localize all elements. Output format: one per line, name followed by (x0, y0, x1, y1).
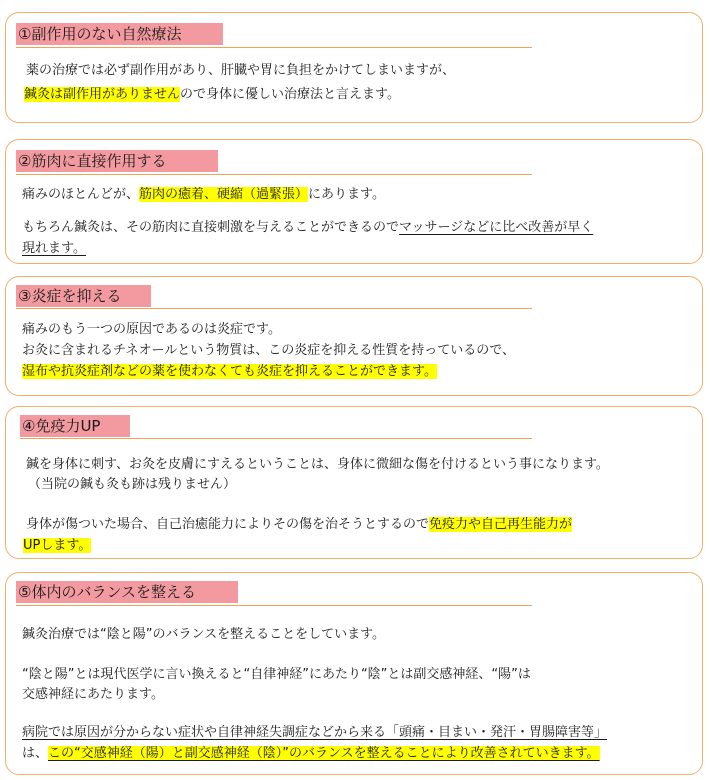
underlined-text: マッサージなどに比べ改善が早く (399, 220, 594, 235)
paragraph-line (26, 455, 609, 474)
section-title-3: ③炎症を抑える (16, 285, 151, 307)
text: 身体が傷ついた場合、自己治癒能力によりその傷を治そうとするので (26, 517, 430, 532)
paragraph-line (26, 61, 455, 80)
text: 鍼を身体に刺す、お灸を皮膚にすえるということは、身体に微細な傷を付けるという事になります。 (26, 457, 609, 472)
paragraph-line (22, 218, 593, 237)
highlight-text: 鍼灸は副作用がありません (24, 87, 181, 102)
highlight-text: 湿布や抗炎症剤などの薬を使わなくても炎症を抑えることができます。 (22, 364, 437, 379)
paragraph-line (22, 341, 515, 360)
text: ので身体に優しい治療法と言えます。 (180, 87, 400, 102)
paragraph-line (22, 665, 531, 684)
title-underline (20, 438, 532, 439)
text: 痛みのほとんどが、 (22, 187, 140, 202)
text: お灸に含まれるチネオールという物質は、この炎症を抑える性質を持っているので、 (22, 343, 515, 358)
section-title-2: ②筋肉に直接作用する (16, 150, 218, 172)
section-box-4 (5, 406, 703, 559)
title-underline (16, 308, 532, 309)
section-box-5 (5, 572, 703, 775)
title-underline (16, 174, 532, 175)
paragraph-line (22, 625, 385, 644)
text: （当院の鍼も灸も跡は残りません） (28, 477, 237, 492)
title-underline (16, 47, 532, 48)
highlight-text: この“交感神経（陽）と副交感神経（陰）”のバランスを整えることにより改善されていきます。 (48, 746, 600, 761)
paragraph-line (22, 685, 164, 704)
text: 薬の治療では必ず副作用があり、肝臓や胃に負担をかけてしまいますが、 (26, 63, 456, 78)
paragraph-line (24, 85, 400, 104)
text: にあります。 (308, 187, 385, 202)
text: もちろん鍼灸は、その筋肉に直接刺激を与えることができるので (22, 220, 400, 235)
paragraph-line (26, 515, 572, 534)
paragraph-line (22, 239, 86, 258)
paragraph-line (28, 475, 236, 494)
section-title-5: ⑤体内のバランスを整える (16, 581, 238, 603)
underlined-text: 現れます。 (22, 241, 86, 256)
section-box-2 (5, 139, 703, 264)
text: 鍼灸治療では“陰と陽”のバランスを整えることをしています。 (22, 627, 386, 642)
underlined-text: 病院では原因が分からない症状や自律神経失調症などから来る「頭痛・目まい・発汗・胃腸障害等」 (22, 725, 608, 740)
section-box-1 (5, 12, 703, 123)
paragraph-line (22, 744, 600, 763)
text: “陰と陽”とは現代医学に言い換えると“自律神経”にあたり“陰”とは副交感神経、“陽”は (22, 667, 531, 682)
highlight-text: 筋肉の癒着、硬縮（過緊張） (139, 187, 309, 202)
text: 痛みのもう一つの原因であるのは炎症です。 (22, 322, 281, 337)
paragraph-line (22, 362, 437, 381)
paragraph-line (23, 536, 91, 555)
text: は、 (22, 746, 49, 761)
highlight-text: 免疫力や自己再生能力が (429, 517, 573, 532)
paragraph-line (22, 320, 281, 339)
section-title-1: ①副作用のない自然療法 (16, 23, 223, 45)
section-box-3 (5, 276, 703, 396)
text: 交感神経にあたります。 (22, 687, 164, 702)
section-title-4: ④免疫力UP (20, 415, 130, 437)
paragraph-line (22, 185, 385, 204)
highlight-text: UPします。 (23, 538, 92, 553)
paragraph-line (22, 723, 607, 742)
title-underline (16, 605, 532, 606)
